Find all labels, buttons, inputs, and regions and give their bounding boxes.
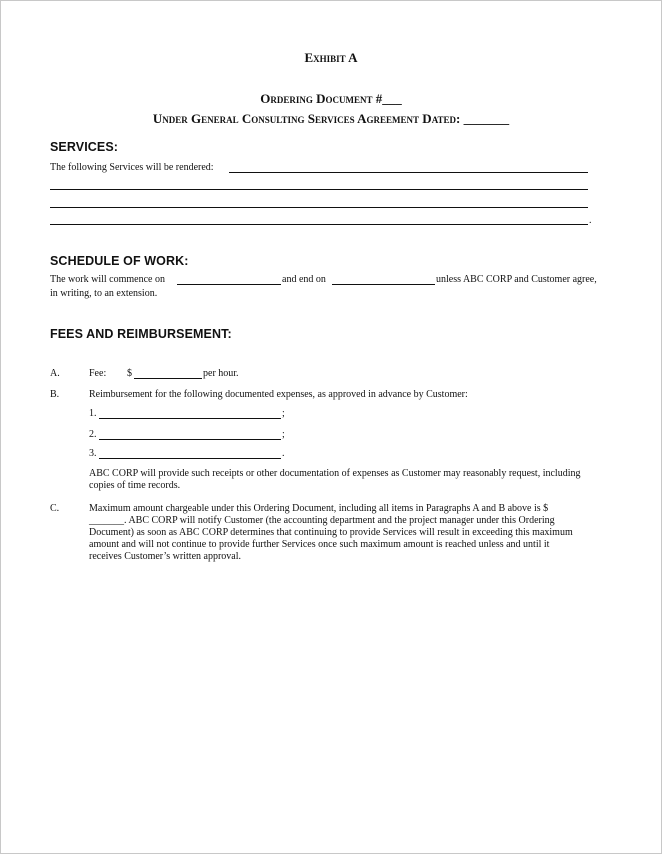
expense-item-3-number: 3. <box>89 448 97 459</box>
receipts-text-line-2: copies of time records. <box>89 480 181 491</box>
services-blank-line-4 <box>50 224 588 225</box>
services-blank-line-2 <box>50 189 588 190</box>
fees-heading: FEES AND REIMBURSEMENT: <box>50 327 232 341</box>
expense-item-1-blank <box>99 418 281 419</box>
ordering-document-title: Ordering Document #___ <box>260 91 402 106</box>
schedule-heading: SCHEDULE OF WORK: <box>50 254 189 268</box>
end-date-blank <box>332 284 435 285</box>
schedule-text-extension: in writing, to an extension. <box>50 288 158 299</box>
fee-per-hour: per hour. <box>203 368 239 379</box>
agreement-subtitle: Under General Consulting Services Agreement Dated: _______ <box>152 111 510 126</box>
exhibit-title: Exhibit A <box>304 50 358 65</box>
item-b-letter: B. <box>50 389 60 400</box>
fee-dollar-sign: $ <box>127 368 132 379</box>
schedule-text-unless: unless ABC CORP and Customer agree, <box>436 274 597 285</box>
expense-item-2-number: 2. <box>89 429 97 440</box>
receipts-text-line-1: ABC CORP will provide such receipts or other documentation of expenses as Customer may reasonably request, including <box>89 468 581 479</box>
max-amount-line-3: Document) as soon as ABC CORP determines that continuing to provide Services will result in exceeding this maximum <box>89 527 573 538</box>
services-heading: SERVICES: <box>50 140 119 154</box>
start-date-blank <box>177 284 281 285</box>
services-blank-line-1 <box>229 172 588 173</box>
expense-item-3-end: . <box>282 448 285 459</box>
fee-amount-blank <box>134 378 202 379</box>
services-blank-line-3 <box>50 207 588 208</box>
max-amount-line-2: _______. ABC CORP will notify Customer (the accounting department and the project manager under this Ordering <box>89 515 555 526</box>
fee-label: Fee: <box>89 368 107 379</box>
max-amount-line-4: amount and will not continue to provide further Services once such maximum amount is reached unless and until it <box>89 539 550 550</box>
max-amount-line-1: Maximum amount chargeable under this Ordering Document, including all items in Paragraphs A and B above is $ <box>89 503 549 514</box>
expense-item-1-end: ; <box>282 408 285 419</box>
services-intro: The following Services will be rendered: <box>50 162 214 173</box>
max-amount-line-5: receives Customer’s written approval. <box>89 551 241 562</box>
reimbursement-text: Reimbursement for the following documented expenses, as approved in advance by Customer: <box>89 389 468 400</box>
expense-item-1-number: 1. <box>89 408 97 419</box>
services-end-period: . <box>589 215 592 226</box>
item-a-letter: A. <box>50 368 60 379</box>
schedule-text-commence: The work will commence on <box>50 274 165 285</box>
item-c-letter: C. <box>50 503 60 514</box>
expense-item-2-blank <box>99 439 281 440</box>
schedule-text-end: and end on <box>282 274 326 285</box>
expense-item-2-end: ; <box>282 429 285 440</box>
expense-item-3-blank <box>99 458 281 459</box>
